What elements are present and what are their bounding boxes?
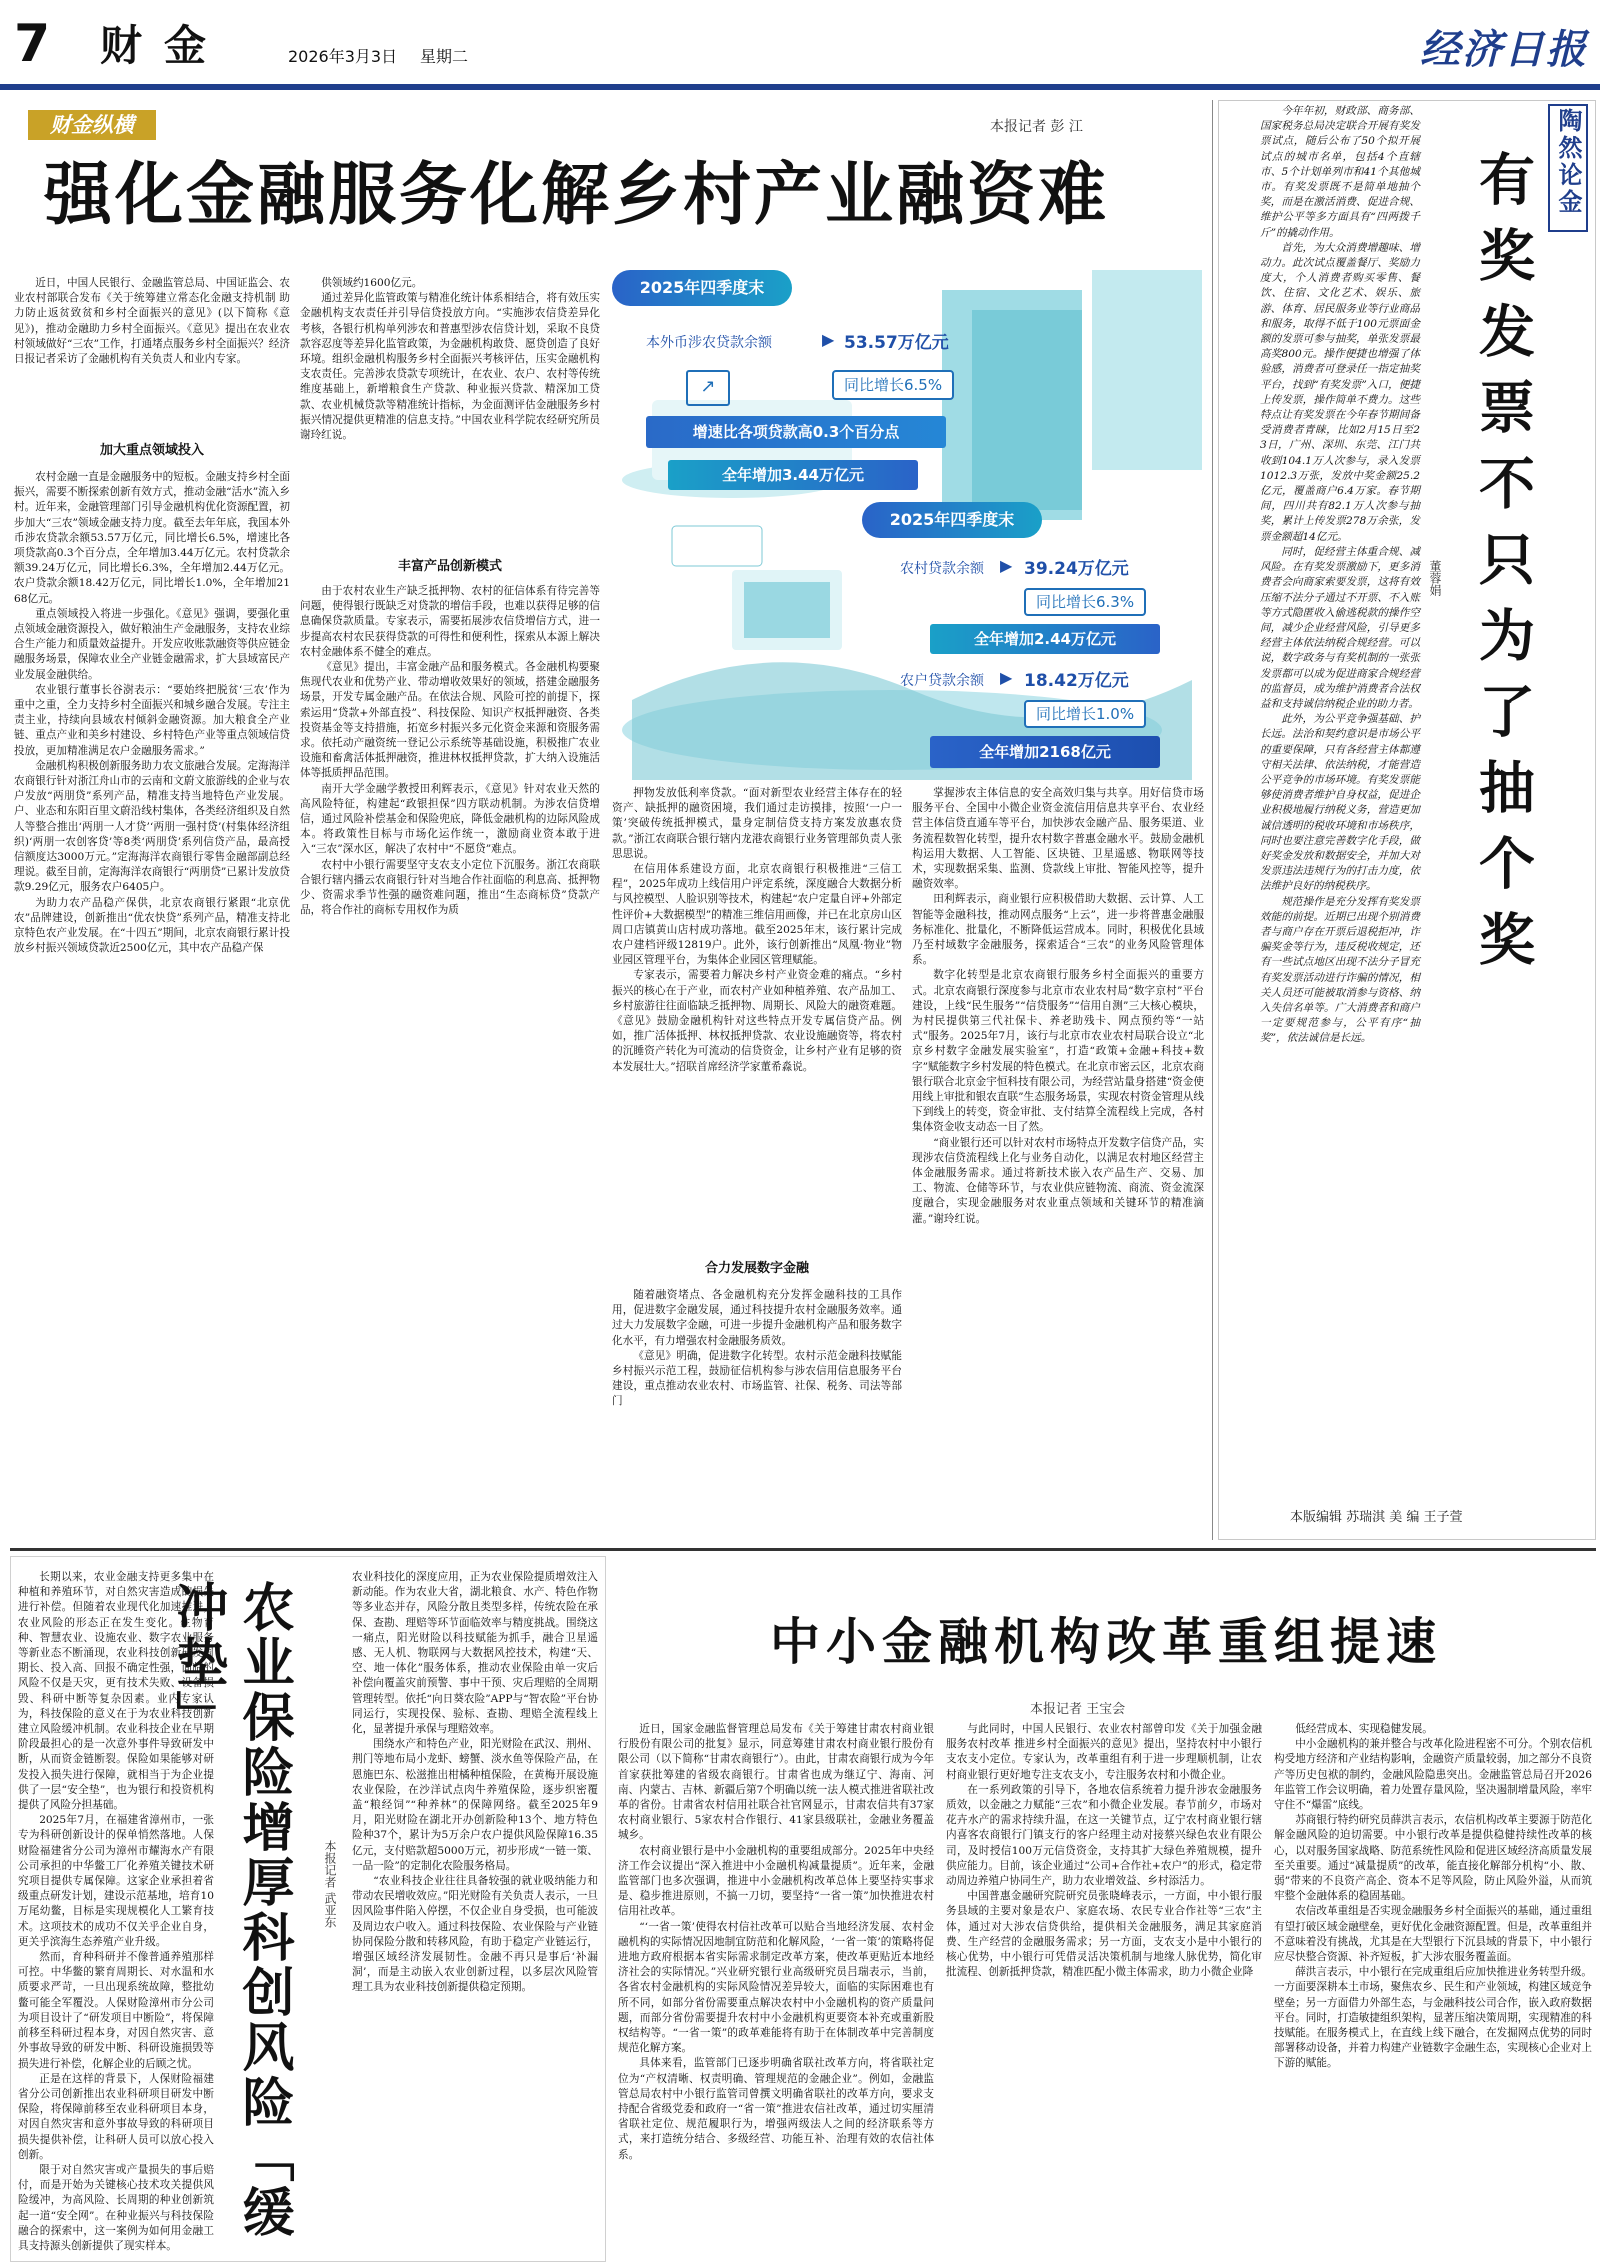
paragraph: 为助力农产品稳产保供，北京农商银行紧跟“北京优农”品牌建设，创新推出“优农快贷”系列产品，精准支持北京特色农产业发展。在“十四五”期间，北京农商银行累计投放乡村振兴领域贷款近2500亿元，其中农产品稳产保: [14, 896, 290, 955]
paragraph: 供领域约1600亿元。: [321, 277, 423, 289]
reform-headline: 中小金融机构改革重组提速: [770, 1612, 1442, 1671]
section-name: 财金: [100, 21, 229, 70]
chart-up-icon: ↗: [686, 370, 730, 406]
paragraph: 重点领域投入将进一步强化。《意见》强调，要强化重点领域金融资源投入，做好粮油生产金融服务，支持农业综合生产能力和质量效益提升。开发应收账款融资等供应链金融服务场景，保障农业全产业链金融需求，扩大县域富民产业发展金融供给。: [14, 607, 290, 681]
paragraph: 限于对自然灾害或产量损失的事后赔付，而是开始为关键核心技术攻关提供风险缓冲，为高风险、长周期的种业创新筑起一道“安全网”。在种业振兴与科技保险融合的探索中，这一案例为如何用金融工具支持源头创新提供了现实样本。: [18, 2163, 214, 2252]
stat1-arrow-icon: ▶: [822, 330, 835, 349]
paragraph: 《意见》明确，促进数字化转型。农村示范金融科技赋能乡村振兴示范工程，鼓励征信机构参与涉农信用信息服务平台建设，重点推动农业农村、市场监管、社保、税务、司法等部门: [612, 1349, 902, 1408]
paragraph: “商业银行还可以针对农村市场特点开发数字信贷产品，实现涉农信贷流程线上化与业务自动化，以满足农村地区经营主体金融服务需求。通过将新技术嵌入农产品生产、交易、加工、物流、仓储等环节，与农业供应链物流、商流、资金流深度融合，实现金融服务对农业重点领域和关键环节的精准滴灌。”谢玲红说。: [912, 1136, 1204, 1225]
paragraph: 薛洪言表示，中小银行在完成重组后应加快推进业务转型升级。一方面要深耕本土市场，聚焦农乡、民生和产业领域，构建区域竞争壁垒；另一方面借力外部生态，与金融科技公司合作，嵌入政府数据平台。同时，打造敏捷组织架构，显著压缩决策周期，实现精准的科技赋能。在服务模式上，在直线上线下融合，在发掘网点优势的同时部署移动设备，并着力构建产业链数字金融生态，实现核心企业对上下游的赋能。: [1274, 1966, 1592, 2070]
commentary-divider: [1212, 100, 1213, 1540]
newspaper-logo: 经济日报: [1420, 26, 1588, 73]
paragraph: 近日，国家金融监督管理总局发布《关于筹建甘肃农村商业银行股份有限公司的批复》显示，同意筹建甘肃农村商业银行股份有限公司（以下简称“甘肃农商银行”）。由此，甘肃农商银行成为今年首家获批筹建的省级农商银行。甘肃省也成为继辽宁、海南、河南、内蒙古、吉林、新疆后第7个明确以统一法人模式推进省联社改革的省份。甘肃省农村信用社联合社官网显示，甘肃农信共有37家农村商业银行、5家农村合作银行、41家县级联社，金融业务覆盖城乡。: [618, 1723, 934, 1842]
paragraph: 围绕水产和特色产业，阳光财险在武汉、荆州、荆门等地布局小龙虾、螃蟹、淡水鱼等保险产品，在恩施巴东、松滋推出柑橘种植保险，在黄梅开展设施农业保险，在沙洋试点肉牛养殖保险，逐步织密覆盖“粮经饲”“种养林”的保障网络。截至2025年9月，阳光财险在湖北开办创新险种13个、地方特色险种37个，累计为5万余户农户提供风险保障16.35亿元，支付赔款超5000万元，初步形成“一链一策、一品一险”的定制化农险服务格局。: [352, 1738, 598, 1872]
stat1-growth: 同比增长6.5%: [832, 370, 954, 400]
paragraph: 具体来看，监管部门已逐步明确省联社改革方向，将省联社定位为“产权清晰、权责明确、管理规范的金融企业”。例如，金融监管总局农村中小银行监管司曾撰文明确省联社的改革方向，要求支持配合省级党委和政府一“省一策”推进农信社改革，通过切实厘清省联社定位、规范履职行为，增强两级法人之间的经济联系等方式，来打造统分结合、多级经营、功能互补、治理有效的农信社体系。: [618, 2057, 934, 2161]
lead-intro: [14, 276, 290, 424]
stat1-note: 增速比各项贷款高0.3个百分点: [646, 416, 946, 448]
commentary-body-top: [1260, 104, 1420, 1054]
paragraph: 中小金融机构的兼并整合与改革化险进程密不可分。个别农信机构受地方经济和产业结构影响，金融资产质量较弱，加之部分不良资产等历史包袱的制约，金融风险隐患突出。金融监管总局召开2026年监管工作会议明确，着力处置存量风险，坚决遏制增量风险，率牢守住不“爆雷”底线。: [1274, 1738, 1592, 1812]
paragraph: “农业科技企业往往具备较强的就业吸纳能力和带动农民增收效应。”阳光财险有关负责人表示，一旦因风险事件陷入停摆，不仅企业自身受损，也可能波及周边农户收入。通过科技保险、农业保险与产业链协同保险分散和转移风险，有助于稳定产业链运行，增强区域经济发展韧性。金融不再只是事后‘补漏洞’，而是主动嵌入农业创新过程，以多层次风险管理工具为农业科技创新提供稳定预期。: [352, 1875, 598, 1994]
lead-subheading-3: 合力发展数字金融: [704, 1261, 809, 1276]
masthead-rule: [0, 84, 1600, 90]
paragraph: 随着融资堵点、各金融机构充分发挥金融科技的工具作用，促进数字金融发展，通过科技提升农村金融服务效率。通过大力发展数字金融，可进一步提升金融机构产品和服务数字化水平，有力增强农村金融服务质效。: [612, 1289, 902, 1347]
paragraph: 掌握涉农主体信息的安全高效归集与共享。用好信贷市场服务平台、全国中小微企业资金流信用信息共享平台、农业经营主体信贷直通车等平台，加快涉农金融产品、服务渠道、业务流程数智化转型，提升农村数字普惠金融水平。鼓励金融机构运用大数据、人工智能、区块链、卫星遥感、物联网等技术，实现数据采集、监测、贷款线上审批、智能风控等，提升融资效率。: [912, 787, 1204, 891]
paragraph: 中国普惠金融研究院研究员张晓峰表示，一方面，中小银行服务县域的主要对象是农户、家庭农场、农民专业合作社等“三农”主体，通过对大涉农信贷供给，提供相关金融服务，满足其家庭消费、生产经营的金融服务需求；另一方面，支农支小是中小银行的核心优势，中小银行可凭借灵活决策机制与地缘人脉优势，简化审批流程、创新抵押贷款，精准匹配小微主体需求，助力小微企业降: [946, 1890, 1262, 1979]
reform-byline: 本报记者 王宝会: [1030, 1702, 1126, 1717]
lead-byline: 本报记者 彭 江: [990, 119, 1083, 135]
paragraph: 在信用体系建设方面，北京农商银行积极推进“三信工程”，2025年成功上线信用户评定系统，深度融合大数据分析与风控模型、人脸识别等技术，构建起“农户定量自评+外部定性评价+大数据模型”的精准三维信用画像，并已在北京房山区周口店镇黄山店村成功落地。截至2025年末，该行累计完成农户建档评级12819户。此外，该行创新推出“凤凰·物业”物业园区管理平台，为集体企业园区管理赋能。: [612, 863, 902, 967]
paragraph: 此外，为公平竞争强基础、护长远。法治和契约意识是市场公平的重要保障，只有各经营主体都遵守相关法律、依法纳税，才能营造公平竞争的市场环境。有奖发票能够使消费者维护自身权益，促进企业积极地履行纳税义务，营造更加诚信透明的税收环境和市场秩序，同时也要注意完善数字化手段，做好奖金发放和数据安全，并加大对发票违法违规行为的打击力度，依法维护良好的纳税秩序。: [1260, 713, 1420, 893]
lead-column-tag-text: 财金纵横: [50, 113, 134, 137]
stat2-annual: 全年增加2.44万亿元: [930, 624, 1160, 654]
stat3-annual: 全年增加2168亿元: [930, 736, 1160, 768]
paragraph: 低经营成本、实现稳健发展。: [1295, 1723, 1433, 1735]
commentary-author: 董蓉娟: [1428, 560, 1442, 596]
insurance-body-right: [352, 1570, 598, 2256]
paragraph: 规范操作是充分发挥有奖发票效能的前提。近期已出现个别消费者与商户存在开票后退税拒冲，诈骗奖金等行为，违反税收规定，还有一些试点地区出现不法分子冒充有奖发票活动进行诈骗的情况，相关人员还可能被取消参与资格、纳入失信名单等。广大消费者和商户一定要规范参与，公平有序“抽奖”，依法诚信是长远。: [1260, 895, 1420, 1045]
paragraph: 专家表示，需要着力解决乡村产业资金难的痛点。“乡村振兴的核心在于产业，而农村产业如种植养殖、农产品加工、乡村旅游往往面临缺乏抵押物、周期长、风险大的融资难题。《意见》鼓励金融机构针对这些特点开发专属信贷产品。例如，推广活体抵押、林权抵押贷款、农业设施融资等，将农村的沉睡资产转化为可流动的信贷资金，让乡村产业有足够的资本发展壮大。”招联首席经济学家董希淼说。: [612, 969, 902, 1073]
paragraph: 农村中小银行需要坚守支农支小定位下沉服务。浙江农商联合银行辖内播云农商银行针对当地合作社面临的利息高、抵押物少、资需求季节性强的融资难问题，推出“生态商标贷”贷款产品，将合作社的商标专用权作为质: [300, 858, 600, 917]
paragraph: 农村金融一直是金融服务中的短板。金融支持乡村全面振兴，需要不断探索创新有效方式，推动金融“活水”流入乡村。近年来，金融管理部门引导金融机构优化资源配置，初步加大“三农”领域金融支持力度。截至去年年底，我国本外币涉农贷款余额53.57万亿元，同比增长6.5%，增速比各项贷款高0.3个百分点，全年增加3.44万亿元。农村贷款余额39.24万亿元，同比增长6.3%，全年增加2.44万亿元。农户贷款余额18.42万亿元，同比增长1.0%，全年增加2168亿元。: [14, 471, 290, 605]
lead-subheading-2: 丰富产品创新模式: [397, 559, 502, 574]
paragraph: 南开大学金融学教授田利辉表示，《意见》针对农业天然的高风险特征，构建起“政银担保”四方联动机制。为涉农信贷增信，通过风险补偿基金和保险兜底，降低金融机构的边际风险成本。将政策性目标与市场化运作统一，激励商业资本敢于进入“三农”深水区，解决了农村中“不愿贷”难点。: [300, 782, 600, 856]
reform-col2: [946, 1722, 1262, 2262]
stat2-value: 39.24万亿元: [1024, 559, 1129, 579]
insurance-headline: 农业保险增厚科创风险「缓冲垫」: [167, 1580, 294, 2240]
lead-col4-body: [912, 786, 1204, 1530]
masthead: [0, 0, 1600, 96]
stat3-arrow-icon: ▶: [1000, 668, 1013, 687]
paragraph: 农信改革重组是否实现金融服务乡村全面振兴的基础，通过重组有望打破区域金融壁垒，更好优化金融资源配置。但是，改革重组并不意味着没有挑战，尤其是在大型银行下沉县域的背景下，中小银行应尽快整合资源、补齐短板，扩大涉农服务覆盖面。: [1274, 1905, 1592, 1964]
section-divider: [10, 1548, 1596, 1551]
commentary-headline: 有奖发票不只为了抽个奖: [1470, 150, 1536, 986]
lead-col3-top: [612, 786, 902, 1244]
lead-col2-top: [300, 276, 600, 554]
insurance-body-left: [18, 1570, 214, 2256]
paragraph: 苏商银行特约研究员薛洪言表示，农信机构改革主要源于防范化解金融风险的迫切需要。中小银行改革是提供稳健持续性改革的核心，以对服务国家战略、防范系统性风险和促进区域经济高质量发展至关重要。通过“减量提质”的改革，能直接化解部分机构“小、散、弱”带来的不良资产高企、资本不足等风险，防止风险外溢，从而筑牢整个金融体系的稳固基础。: [1274, 1814, 1592, 1903]
commentary-tag: 陶然论金: [1554, 108, 1582, 216]
stat3-growth: 同比增长1.0%: [1024, 700, 1146, 728]
paragraph: 2025年7月，在福建省漳州市，一张专为科研创新设计的保单悄然落地。人保财险福建省分公司为漳州市耀海水产有限公司承担的中华鳖工厂化养殖关键技术研究项目提供专属保障。这家企业承担着省级重点研发计划，建设示范基地，培育10万尾幼鳖，目标是实现规模化人工繁育技术。这项技术的成功不仅关乎企业自身，更关乎滨海生态养殖产业升级。: [18, 1814, 214, 1948]
stat2-arrow-icon: ▶: [1000, 556, 1013, 575]
paragraph: 田利辉表示，商业银行应积极借助大数据、云计算、人工智能等金融科技，推动网点服务“上云”，进一步将普惠金融服务标准化、批量化，不断降低运营成本。同时，积极优化县域乃至村域数字金融服务，探索适合“三农”的业务风险管理体系。: [912, 893, 1204, 967]
lead-col2-body: [300, 584, 600, 1240]
paragraph: 金融机构积极创新服务助力农文旅融合发展。定海海洋农商银行针对浙江舟山市的云南和文蔚文旅游线的企业与农户发放“两朋贷”系列产品，精准支持当地特色产业发展。户、业态和东阳百里文蔚沿线村集体，各类经济组织及自然人等整合推出‘两朋一人才贷’‘两朋一强村贷’(村集体经济组织)‘两朋一农创客贷’等8类‘两朋贷’系列信贷产品，最高授信额度达3000万元。”定海海洋农商银行零售金融部副总经理说。截至目前，定海海洋农商银行“两朋贷”已累计发放贷款9.29亿元，服务农户6405户。: [14, 759, 290, 894]
lead-col3-body: [612, 1288, 902, 1530]
lead-intro-paragraph: 近日，中国人民银行、金融监管总局、中国证监会、农业农村部联合发布《关于统筹建立常态化金融支持机制 助力防止返贫致贫和乡村全面振兴的意见》(以下简称《意见》)，推动金融助力乡村全面振兴。《意见》提出在农业农村领域做好“三农”工作，打通堵点服务乡村全面振兴？经济日报记者采访了金融机构有关负责人和业内专家。: [14, 277, 290, 366]
stat1-annual: 全年增加3.44万亿元: [668, 460, 918, 490]
lead-headline: 强化金融服务化解乡村产业融资难: [44, 156, 1110, 235]
lead-col1-body: [14, 470, 290, 1240]
stat3-value: 18.42万亿元: [1024, 671, 1129, 691]
paragraph: 由于农村农业生产缺乏抵押物、农村的征信体系有待完善等问题，使得银行既缺乏对贷款的增信手段，也难以获得足够的信息确保贷款质量。专家表示，需要拓展涉农信贷增信方式，进一步提高农村农民获得贷款的可得性和便利性，探索从本源上解决农村金融体系不健全的难点。: [300, 585, 600, 658]
panel2-title: 2025年四季度末: [889, 510, 1015, 529]
stat3-label: 农户贷款余额: [900, 673, 984, 689]
lead-subheading-1: 加大重点领域投入: [99, 443, 204, 458]
paragraph: 与此同时，中国人民银行、农业农村部曾印发《关于加强金融服务农村改革 推进乡村全面振兴的意见》提出，坚持农村中小银行支农支小定位。专家认为，改革重组有利于进一步理顺机制，让农村商业银行更好地专注支农支小，专注服务农村和小微企业。: [946, 1723, 1262, 1781]
reform-col3: [1274, 1722, 1592, 2262]
paragraph: 押物发放低利率贷款。“面对新型农业经营主体存在的轻资产、缺抵押的融资困境，我们通过走访摸排，按照‘一户一策’突破传统抵押模式，量身定制信贷支持方案发放惠农贷款。”浙江农商联合银行辖内龙港农商银行业务管理部负责人张思思说。: [612, 787, 902, 860]
paragraph: 首先，为大众消费增趣味、增动力。此次试点覆盖餐厅、奖励力度大，个人消费者购买零售、餐饮、住宿、文化艺术、娱乐、旅游、体育、居民服务业等行业商品和服务，取得不低于100元票面金额的发票可参与抽奖，单张发票最高奖800元。操作便捷也增强了体验感，消费者可登录任一指定抽奖平台，找到“有奖发票”入口，便捷上传发票，操作简单不费力。这些特点让有奖发票在今年春节期间备受消费者青睐，比如2月15日至23日，广州、深圳、东莞、江门共收到104.1万人次参与，录入发票1012.3万张，发放中奖金额25.2亿元，覆盖商户6.4万家。春节期间，四川共有82.1万人次参与抽奖，累计上传发票278万余张，发票金额超14亿元。: [1260, 241, 1420, 543]
page-number: 7: [14, 14, 51, 74]
paragraph: 在一系列政策的引导下，各地农信系统着力提升涉农金融服务质效，以金融之力赋能“三农”和小微企业发展。春节前夕，市场对花卉水产的需求持续升温，在这一关键节点，辽宁农村商业银行辖内喜客农商银行门镇支行的客户经理主动对接蔡兴绿色农业有限公司，及时授信100万元信贷资金，支持其扩大绿色养殖规模，提升供应能力。目前，该企业通过“公司+合作社+农户”的形式，稳定带动周边养殖户协同生产，助力农业增效益、乡村添活力。: [946, 1783, 1262, 1888]
paragraph: 农业科技化的深度应用，正为农业保险提质增效注入新动能。作为农业大省，湖北粮食、水产、特色作物等多业态并存，风险分散且类型多样，传统农险在承保、查勘、理赔等环节面临效率与精度挑战。围绕这一痛点，阳光财险以科技赋能为抓手，融合卫星遥感、无人机、物联网与大数据风控技术，构建“天、空、地一体化”服务体系，推动农业保险由单一灾后补偿向覆盖灾前预警、事中干预、灾后理赔的全周期管理转型。依托“向日葵农险”APP与“智农险”平台协同运行，实现投保、验标、查勘、理赔全流程线上化，显著提升承保与理赔效率。: [352, 1571, 598, 1736]
stat1-value: 53.57万亿元: [844, 333, 949, 353]
commentary-editors: 本版编辑 苏瑞淇 美 编 王子萱: [1290, 1510, 1463, 1525]
reform-col1: [618, 1722, 934, 2262]
stat2-growth: 同比增长6.3%: [1024, 588, 1146, 616]
paragraph: “‘一省一策’使得农村信社改革可以贴合当地经济发展、农村金融机构的实际情况因地制宜防范和化解风险，‘一省一策’的策略将促进地方政府根据本省实际需求制定改革方案，使改革更贴近本地经济社会的实际情况。”兴业研究银行业高级研究员吕瑞表示，当前，各省农村金融机构的实际风险情况差异较大，面临的实际困难也有所不同，如部分省份需要重点解决农村中小金融机构的资产质量问题，而部分省份需要提升农村中小金融机构更要资本补充或重新股权结构等。“一省一策”的政革难能将有助于在体制改革中完善制度规范化解方案。: [618, 1920, 934, 2055]
paragraph: 然而，育种科研并不像普通养殖那样可控。中华鳖的繁育周期长、对水温和水质要求严苛，一旦出现系统故障，整批幼鳖可能全军覆没。人保财险漳州市分公司为项目设计了“研发项目中断险”，将保障前移至科研过程本身，对因自然灾害、意外事故导致的研发中断、科研设施损毁等损失进行补偿，化解企业的后顾之忧。: [18, 1951, 214, 2070]
paragraph: 今年年初，财政部、商务部、国家税务总局决定联合开展有奖发票试点，随后公布了50个拟开展试点的城市名单，包括4个直辖市、5个计划单列市和41个其他城市。有奖发票既不是简单地抽个奖，而是在激活消费、促进合规、维护公平等多方面具有“四两拨千斤”的撬动作用。: [1260, 105, 1420, 239]
paragraph: 正是在这样的背景下，人保财险福建省分公司创新推出农业科研项目研发中断保险，将保障前移至农业科研项目本身，对因自然灾害和意外事故导致的科研项目损失提供补偿，让科研人员可以放心投入创新。: [18, 2072, 214, 2161]
stat2-label: 农村贷款余额: [900, 561, 984, 577]
issue-date: 2026年3月3日: [288, 47, 398, 66]
insurance-byline: 本报记者 武亚东: [323, 1840, 337, 1928]
loan-infographic: [612, 270, 1212, 780]
issue-weekday: 星期二: [420, 47, 469, 66]
panel1-title: 2025年四季度末: [639, 278, 765, 297]
commentary-body-bottom: [1228, 1060, 1588, 1490]
paragraph: 农村商业银行是中小金融机构的重要组成部分。2025年中央经济工作会议提出“深入推进中小金融机构减量提质”。近年来，金融监管部门也多次强调，推进中小金融机构改革总体上要坚持实事求是、稳步推进原则，不搞一刀切，要坚持“一省一策”加快推进农村信用社改革。: [618, 1844, 934, 1918]
paragraph: 《意见》提出，丰富金融产品和服务模式。各金融机构要聚焦现代农业和优势产业、带动增收效果好的领域，搭建金融服务场景，开发专属金融产品。在依法合规、风险可控的前提下，探索运用“贷款+外部直投”、科技保险、知识产权抵押融资、各类投资基金等支持措施，拓宽乡村振兴多元化资金来源和资服务需求。依托动产融资统一登记公示系统等基础设施，积极推广农业设施和畜禽活体抵押融资，推进林权抵押贷款，扩大纳入设施活体等抵质押品范围。: [300, 661, 600, 780]
paragraph: 长期以来，农业金融支持更多集中在种植和养殖环节，对自然灾害造成的损失进行补偿。但随着农业现代化加速推进，农业风险的形态正在发生变化。生物育种、智慧农业、设施农业、数字农业服务等新业态不断涌现，农业科技创新研发周期长、投入高、回报不确定性强，面临的风险不仅是天灾，更有技术失败、设备损毁、科研中断等复杂因素。业内专家认为，科技保险的意义在于为农业科技创新建立风险缓冲机制。农业科技企业在早期阶段最担心的是一次意外事件导致研发中断，从而资金链断裂。保险如果能够对研发投入损失进行保障，就相当于为企业提供了一层“安全垫”，也为银行和投资机构提供了风险分担基础。: [18, 1571, 214, 1812]
paragraph: 通过差异化监管政策与精准化统计体系相结合，将有效压实金融机构支农责任并引导信贷投放方向。“实施涉农信贷差异化考核，各银行机构单列涉农和普惠型涉农信贷计划，采取不良贷款容忍度等差异化监管政策，为金融机构敢贷、愿贷创造了良好环境。组织金融机构服务乡村全面振兴考核评估，压实金融机构支农责任。完善涉农贷款专项统计，在农业、农户、农村等传统维度基础上，新增粮食生产贷款、种业振兴贷款、精深加工贷款、农业机械贷款等精准统计指标，为金面测评估金融服务乡村振兴情况提供更精准的信息支持。”中国农业科学院农经研究所员谢玲红说。: [300, 292, 600, 442]
paragraph: 农业银行董事长谷澍表示：“要始终把脱贫‘三农’作为重中之重，全力支持乡村全面振兴和城乡融合发展。专注主责主业，持续向县域农村倾斜金融资源。加大粮食全产业链、重点产业和美乡村建设、乡村特色产业等重点领域信贷投放，更加精准满足农户金融服务需求。”: [14, 683, 290, 757]
paragraph: 同时，促经营主体重合规、减风险。在有奖发票激励下，更多消费者会向商家索要发票，这将有效压缩不法分子通过不开票、不入账等方式隐匿收入偷逃税款的操作空间，减少企业经营风险，引导更多经营主体依法纳税合规经营。可以说，数字政务与有奖机制的一张张发票都可以成为促进商家合规经营的监督员，成为维护消费者合法权益和支持诚信纳税企业的助力者。: [1260, 545, 1420, 710]
stat1-label: 本外币涉农贷款余额: [646, 335, 772, 351]
paragraph: 数字化转型是北京农商银行服务乡村全面振兴的重要方式。北京农商银行深度参与北京市农业农村局“数字京村”平台建设，上线“民生服务”“信贷服务”“信用自测”三大核心模块，为村民提供第三代社保卡、养老助残卡、网点预约等“一站式”服务。2025年7月，该行与北京市农业农村局联合设立“北京乡村数字金融发展实验室”，打造“政策+金融+科技+数字”赋能数字乡村发展的特色模式。在北京市密云区，北京农商银行联合北京金宇恒科技有限公司，为经营站量身搭建“资金使用线上审批和银农直联”生态服务场景，实现农村资金管理从线下到线上的转变，资金审批、支付结算全流程线上完成，各村集体资金收支动态一目了然。: [912, 969, 1204, 1134]
